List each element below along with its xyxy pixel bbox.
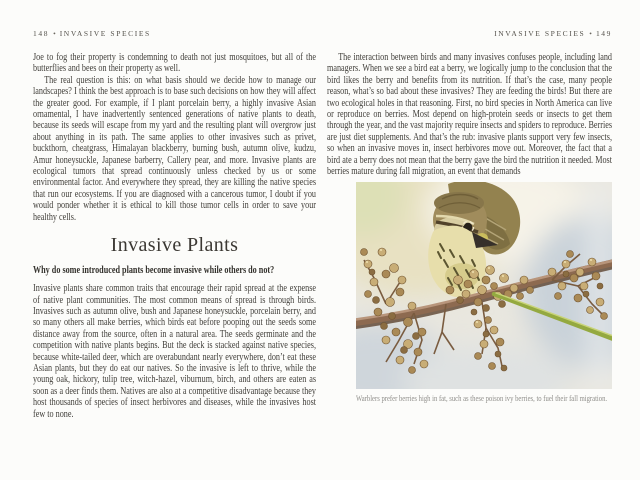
running-head-right (327, 29, 612, 39)
page-number-right: 149 (595, 29, 612, 38)
section-question: Why do some introduced plants become invasive while others do not? (33, 265, 275, 277)
page-left (33, 29, 316, 420)
running-head-separator: • (53, 29, 56, 38)
body-paragraph: Invasive plants share common traits that encourage their rapid spread at the expense of native plant communities. The most common means of spread is through birds. Invasives such as autumn olive, bush and Japanese honeysuckle, porcelain berry, and so many others all make berries, which birds eat before pooping out the seeds some distance away from the source, often in a natural area. The seeds germinate and the competition with native plants begins. But the deck is stacked against native species, because white-tailed deer, which are overabundant nearly everywhere, don’t eat these Asian plants, but they do eat our natives. So the invasive is left to thrive, while the young oak, hickory, tulip tree, witch-hazel, viburnum, birch, and others are eaten as soon as a deer finds them. Natives are also at a competitive disadvantage because they host thousands of species of insect herbivores and diseases, while the invasives host few to none. (33, 283, 316, 420)
running-head-title-right: INVASIVE SPECIES (494, 29, 586, 38)
warbler-photo-figure (356, 182, 612, 389)
page-number-left: 148 (33, 29, 50, 38)
page-right (327, 29, 612, 405)
running-head-title-left: INVASIVE SPECIES (59, 29, 151, 38)
running-head-separator: • (589, 29, 592, 38)
photo-caption: Warblers prefer berries high in fat, such as these poison ivy berries, to fuel their fall migration. (356, 394, 608, 404)
section-title: Invasive Plants (110, 234, 239, 257)
running-head-left (33, 29, 316, 39)
body-paragraph: The interaction between birds and many invasives confuses people, including land managers. When we see a bird eat a berry, we logically jump to the conclusion that the bird likes the berry and benefits from its nutrition. If that’s the case, many people reason, what’s so bad about these invasives? They are feeding the birds! But there are two ecological holes in that reasoning. First, no bird species in North America can live or reproduce on berries. Most depend on high-protein seeds or insects to get them through the year, and the vast majority require insects and spiders to reproduce. Berries are just diet supplements. And that’s the rub: invasive plants support very few insects, so when an invasive moves in, insect herbivores move out. Moreover, the fact that a bird ate a berry does not mean that the berry gave the bird the nutrition it needed. Most berries mature during fall migration, an event that demands (327, 52, 612, 178)
body-paragraph: Joe to fog their property is condemning to death not just mosquitoes, but all of the butterflies and bees on their property as well. (33, 52, 316, 75)
body-paragraph: The real question is this: on what basis should we decide how to manage our landscapes? I think the best approach is to base such decisions on how they will affect the greater good. For example, if I plant porcelain berry, a highly invasive Asian ornamental, I have inadvertently sentenced generations of native plants to death, because its seeds will escape from my yard and the resulting plant will overgrow just about anything in its path. The same applies to other invasives such as privet, buckthorn, cheatgrass, Himalayan blackberry, burning bush, autumn olive, kudzu, Amur honeysuckle, Japanese barberry, Callery pear, and more. Invasive plants are ecological tumors that spread continuously unless checked by us or some environmental factor. And everywhere they spread, they are killing the native species that run our ecosystems. If you are diagnosed with a cancerous tumor, I doubt if you would ponder whether it is ethical to kill those tumor cells in order to save your healthy cells. (33, 74, 316, 223)
warbler-on-poison-ivy-berries-photo (356, 182, 612, 389)
